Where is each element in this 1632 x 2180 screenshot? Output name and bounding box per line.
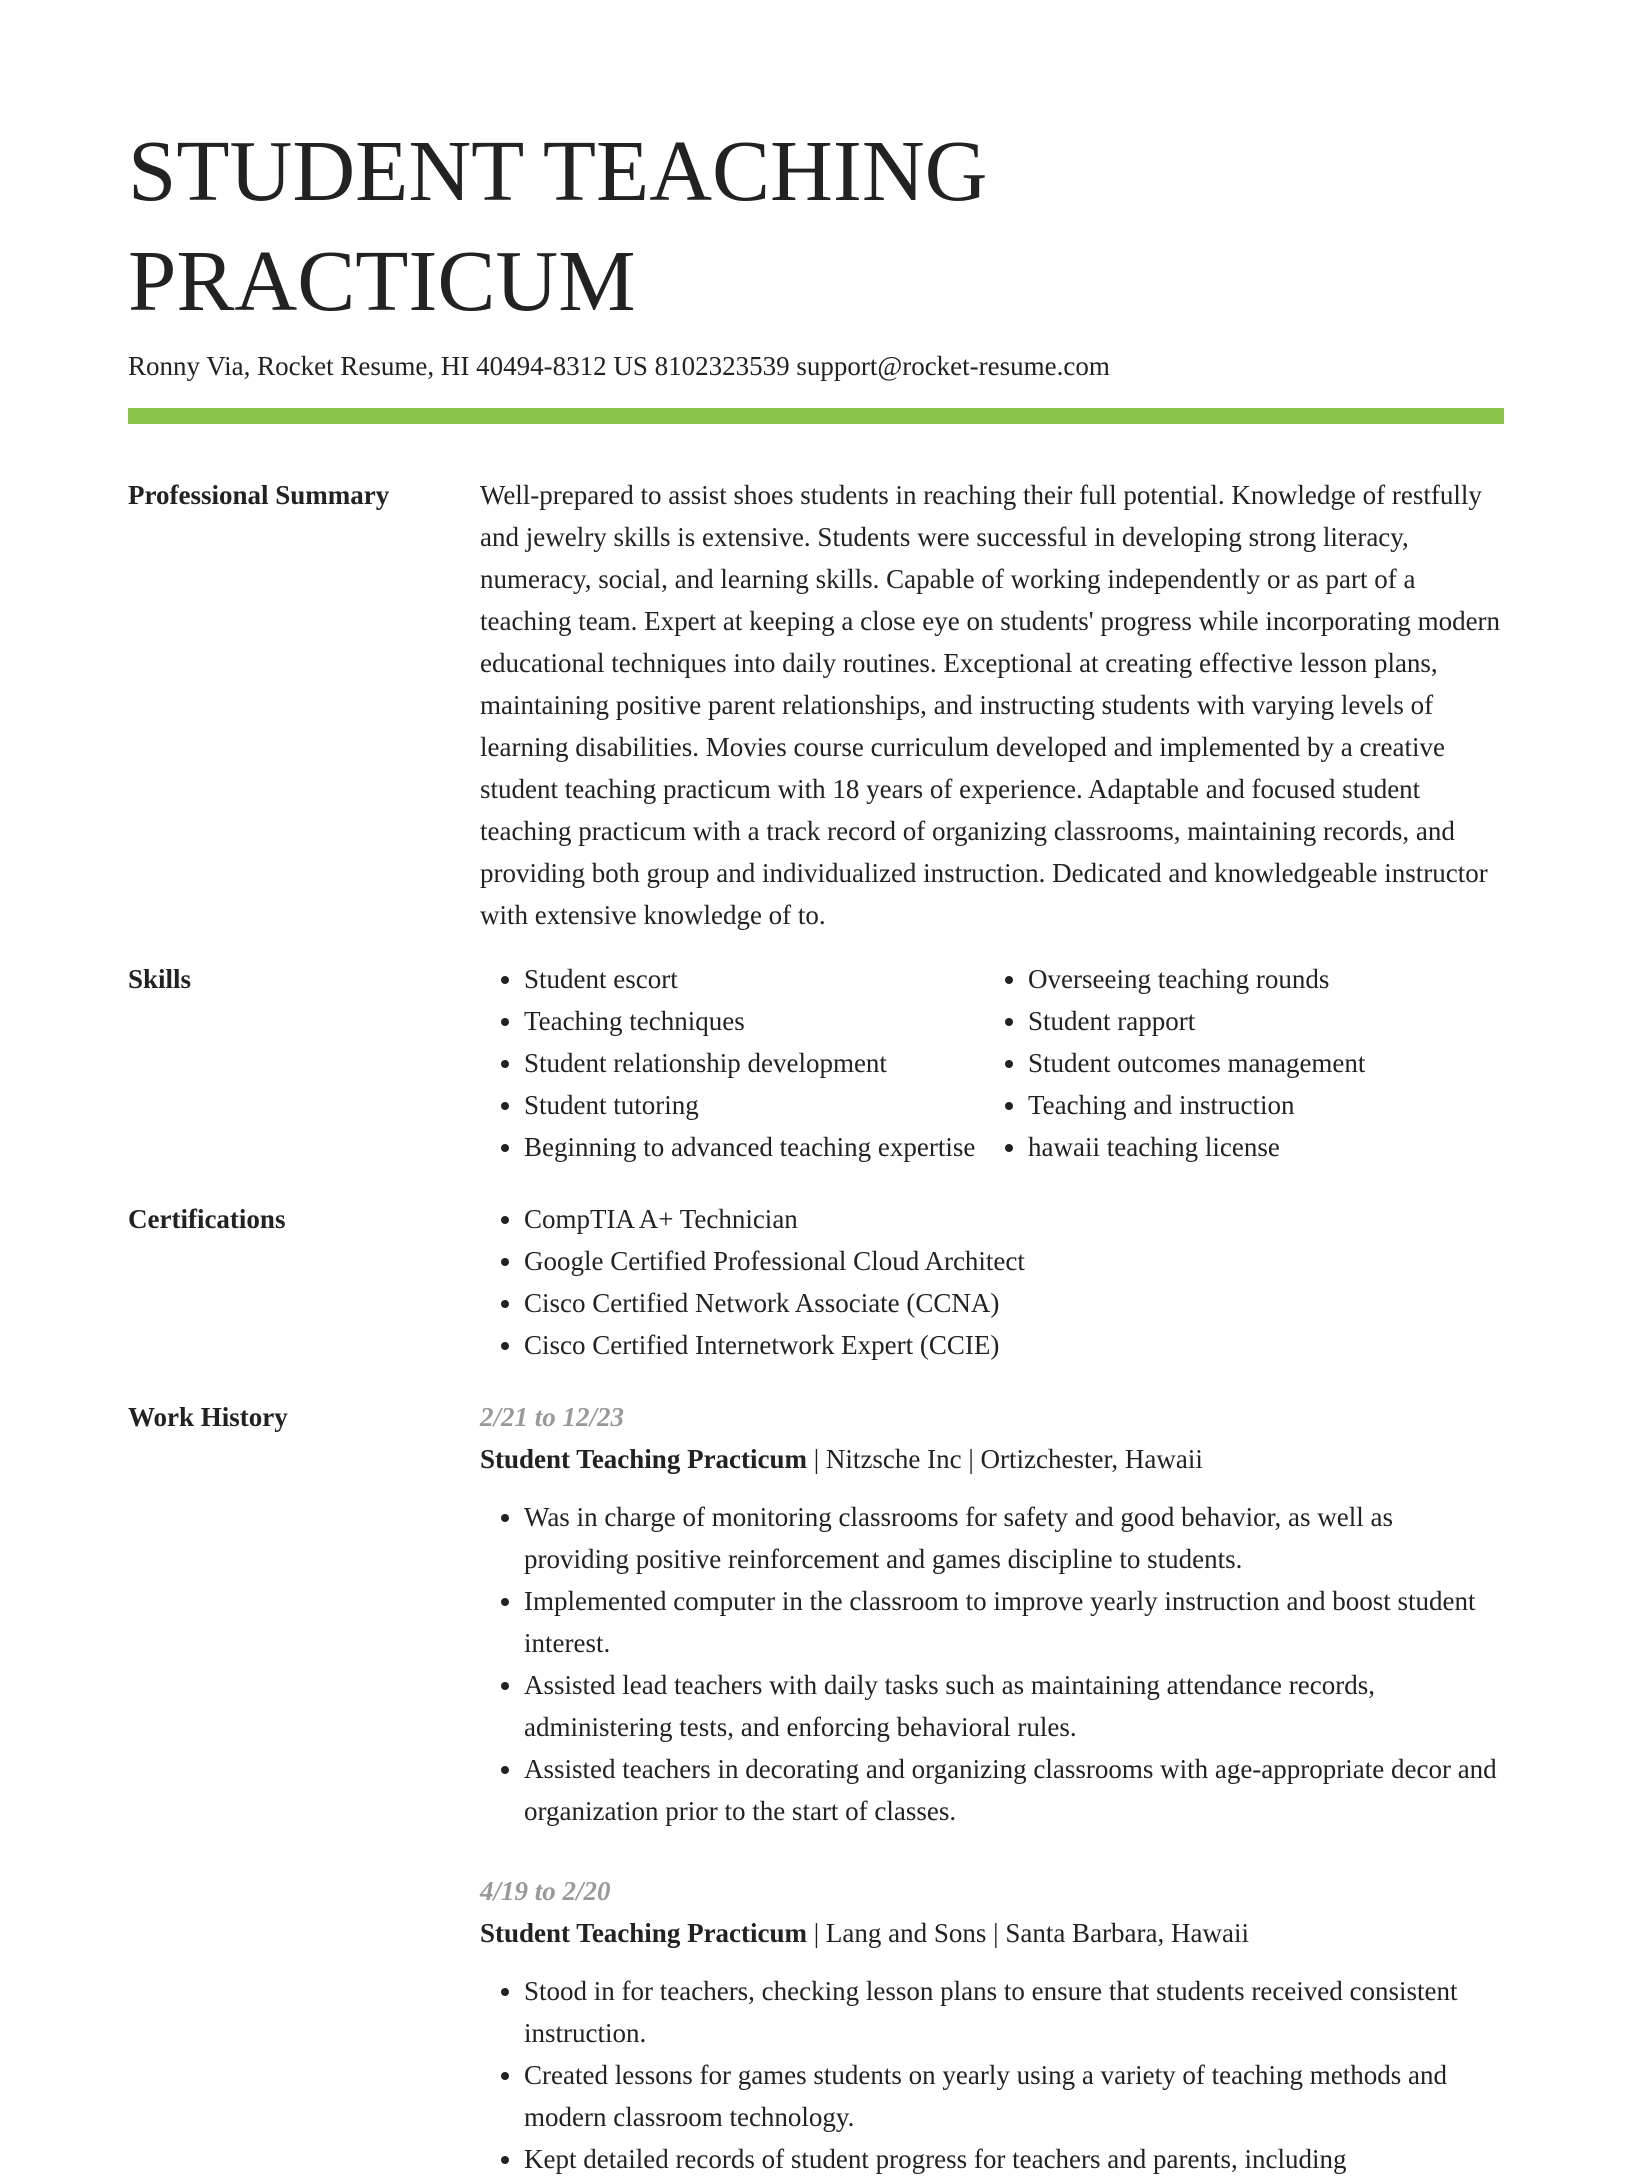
skill-item: • Student escort	[524, 958, 984, 1000]
resume-title: STUDENT TEACHING PRACTICUM	[128, 122, 988, 329]
certifications-body	[480, 1198, 1504, 1366]
summary-body	[480, 474, 1504, 936]
certification-item: • Cisco Certified Network Associate (CCNA)	[524, 1282, 1504, 1324]
job-bullet: • Was in charge of monitoring classrooms for safety and good behavior, as well as providing positive reinforcement and games discipline to students.	[524, 1496, 1504, 1580]
skills-list-left	[480, 958, 984, 1168]
skill-item: • Teaching techniques	[524, 1000, 984, 1042]
job-bullet: • Implemented computer in the classroom to improve yearly instruction and boost student interest.	[524, 1580, 1504, 1664]
skills-body	[480, 958, 1504, 1168]
summary-text: Well-prepared to assist shoes students in reaching their full potential. Knowledge of restfully and jewelry skills is extensive. Students were successful in developing strong literacy, numeracy, social, and learning skills. Capable of working independently or as part of a teaching team. Expert at keeping a close eye on students' progress while incorporating modern educational techniques into daily routines. Exceptional at creating effective lesson plans, maintaining positive parent relationships, and instructing students with varying levels of learning disabilities. Movies course curriculum developed and implemented by a creative student teaching practicum with 18 years of experience. Adaptable and focused student teaching practicum with a track record of organizing classrooms, maintaining records, and providing both group and individualized instruction. Dedicated and knowledgeable instructor with extensive knowledge of to.	[480, 480, 1501, 930]
job-bullet: • Stood in for teachers, checking lesson plans to ensure that students received consistent instruction.	[524, 1970, 1504, 2054]
certifications-section	[128, 1198, 1504, 1366]
job-title: Student Teaching Practicum	[480, 1444, 808, 1474]
skill-item: • Student tutoring	[524, 1084, 984, 1126]
job-entry	[480, 1396, 1504, 1832]
skills-section	[128, 958, 1504, 1168]
job-bullet: • Assisted teachers in decorating and organizing classrooms with age-appropriate decor and organization prior to the start of classes.	[524, 1748, 1504, 1832]
work-history-heading: Work History	[128, 1402, 288, 1432]
work-history-section	[128, 1396, 1504, 2180]
skill-item: • Student rapport	[1028, 1000, 1365, 1042]
job-dates: 2/21 to 12/23	[480, 1402, 625, 1432]
work-history-body	[480, 1396, 1504, 2180]
job-bullets	[480, 1970, 1504, 2180]
certification-item: • Cisco Certified Internetwork Expert (CCIE)	[524, 1324, 1504, 1366]
job-bullet: • Kept detailed records of student progress for teachers and parents, including	[524, 2138, 1504, 2180]
skill-item: • Student outcomes management	[1028, 1042, 1365, 1084]
job-title: Student Teaching Practicum	[480, 1918, 808, 1948]
skill-item: • hawaii teaching license	[1028, 1126, 1365, 1168]
accent-divider	[128, 408, 1504, 424]
skill-item: • Overseeing teaching rounds	[1028, 958, 1365, 1000]
certifications-heading: Certifications	[128, 1204, 286, 1234]
skill-item: • Student relationship development	[524, 1042, 984, 1084]
contact-line: Ronny Via, Rocket Resume, HI 40494-8312 US 8102323539 support@rocket-resume.com	[128, 351, 1110, 381]
job-dates: 4/19 to 2/20	[480, 1876, 611, 1906]
job-details: | Lang and Sons | Santa Barbara, Hawaii	[807, 1918, 1249, 1948]
job-entry	[480, 1870, 1504, 2180]
summary-heading: Professional Summary	[128, 480, 390, 510]
summary-section	[128, 474, 1504, 936]
skills-heading: Skills	[128, 964, 192, 994]
job-title-line	[480, 1912, 1504, 1954]
skills-list-right	[984, 958, 1365, 1168]
certification-item: • Google Certified Professional Cloud Architect	[524, 1240, 1504, 1282]
job-title-line	[480, 1438, 1504, 1480]
job-details: | Nitzsche Inc | Ortizchester, Hawaii	[807, 1444, 1203, 1474]
certifications-list	[480, 1198, 1504, 1366]
skill-item: • Teaching and instruction	[1028, 1084, 1365, 1126]
job-bullets	[480, 1496, 1504, 1832]
certification-item: • CompTIA A+ Technician	[524, 1198, 1504, 1240]
job-bullet: • Assisted lead teachers with daily tasks such as maintaining attendance records, administering tests, and enforcing behavioral rules.	[524, 1664, 1504, 1748]
skill-item: • Beginning to advanced teaching expertise	[524, 1126, 984, 1168]
job-bullet: • Created lessons for games students on yearly using a variety of teaching methods and modern classroom technology.	[524, 2054, 1504, 2138]
